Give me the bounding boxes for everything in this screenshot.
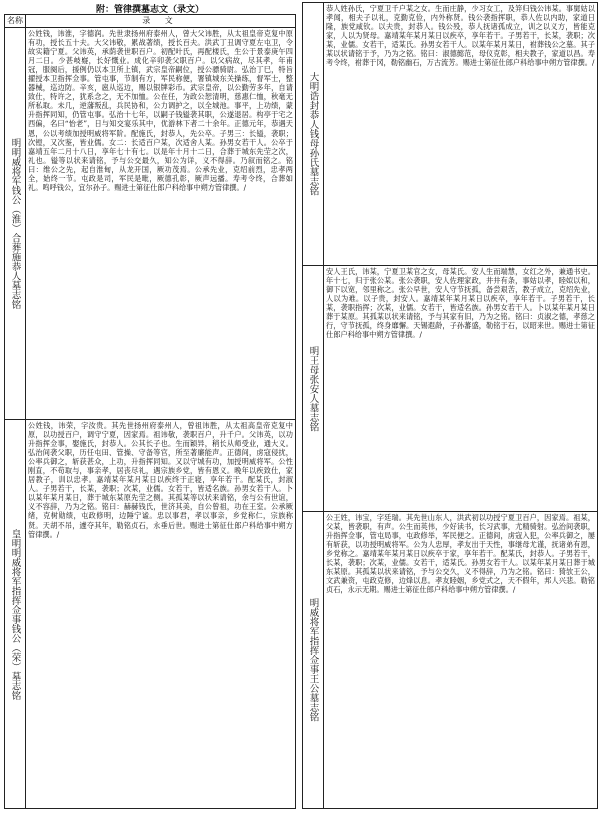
entry-name: 明明威将军钱公（淮）合葬施恭人墓志铭 (9, 138, 21, 309)
entry-text: 公王姓，讳宝，字廷瑞。其先世山东人，洪武初以功授宁夏卫百户，因家焉。祖某，父某，皆袭职，有声。公生而英伟，少好读书，长习武事，尤精骑射。弘治间袭职，升指挥佥事，管屯局事，屯政修举，军民便之。正德间，虏寇入犯，公率兵御之，屡有斩获，以功授明威将军。公为人忠厚，孝友出于天性，事继母尤谨，抚诸弟有恩，乡党称之。嘉靖某年某月某日以疾卒于家，享年若干。配某氏，封恭人。子男若干，长某，袭职；次某，业儒。女若干，适某氏。孙男女若干人。以某年某月某日葬于城东某原。其孤某以状来请铭，予与公交久，义不得辞，乃为之铭。铭曰：猗欤王公，文武兼资，屯政克修，边烽以息。孝友睦姻，乡党式之，天不假年，邦人兴悲。勒铭贞石，永示无期。赐进士第征仕郎户科给事中朔方管律撰。/ (326, 513, 595, 595)
page-title: 附：管律撰墓志文（录文） (95, 5, 204, 15)
table-row (303, 266, 597, 512)
entry-name: 大明诰封恭人钱母孙氏墓志铭 (307, 72, 319, 196)
entry-name: 明王母张安人墓志铭 (307, 345, 319, 432)
table-row (5, 28, 295, 420)
entry-name-cell (5, 420, 26, 808)
entry-name-cell (5, 28, 26, 419)
header-text: 录 文 (142, 16, 179, 25)
left-table (4, 14, 296, 809)
entry-name-cell (303, 3, 324, 265)
table-row (303, 512, 597, 808)
table-row (5, 420, 295, 808)
right-table (302, 2, 598, 809)
entry-name-cell (303, 512, 324, 808)
header-name: 名称 (5, 15, 26, 27)
table-header (5, 15, 295, 28)
table-row (303, 3, 597, 266)
entry-name: 皇明明威将军指挥佥事钱公（荣）墓志铭 (9, 528, 21, 700)
entry-text: 公姓钱，讳淮，字德润。先世隶扬州府泰州人，曾大父讳胜，从太祖皇帝克复中原有功，授长五十夫。大父讳敬，累战著绩，授长百夫。洪武丁丑调守夏左屯卫，令故实籍宁夏。父讳英，承荫袭世职百户。初配叶氏，再配楼氏，生公于景泰庚午四月二日。少甚岐嶷，长好慨业。成化辛卯袭父职百户。以父病故，尽其孝，年甫冠，服阕后，援例仍以本卫所上镇，武宗皇帝嗣位，授公骠骑尉。弘治丁巳，特旨擢授本卫指挥佥事。管屯事，节制有方，军民称便，署镇城东关操练，督军士，整器械，巡边防。辛亥，扈从巡边，赐以银牌彩币。武宗皇帝，以公勤劳多年，自请致仕，特许之，犹系念之，无不加恤。公在任，为政公恕清明，慈惠仁恤，秋毫无所私取。未几，逆藩叛乱，兵民协和，公力调护之，以全城池。事平，上功绩，蒙升指挥同知，仍管屯事。弘治十七年，以嗣子钱镒袭其职，公遂退居。构亭于宅之西偏，名曰“怡老”，日与知交宴乐其中，优游林下者二十余年。正德元年，恭遇天恩，公以考绩加授明威将军阶。配施氏，封恭人，先公卒。子男三：长镒，袭职；次镗，又次鉴，皆业儒。女二：长适百户某，次适舍人某。孙男女若干人。公卒于嘉靖五年二月十八日，享年七十有七。以是年十月十二日，合葬于城东先茔之次，礼也。镒等以状来请铭，予与公交最久，知公为详，义不得辞。乃叙而铭之。铭曰：维公之先，起自淮甸，从龙开国，厥功茂焉。公承先业，克绍前烈，忠孝两全，始终一节。屯政是司，军民是毗，厥德孔彰，厥声远播。寿考令终，合葬如礼。鸣呼钱公，宜尔孙子。赐进士第征仕郎户科给事中朔方管律撰。/ (28, 29, 293, 192)
entry-text: 恭人姓孙氏，宁夏卫千户某之女。生而庄静，少习女工，及笄归钱公讳某。事舅姑以孝闻，相夫子以礼，克勤克俭，内外称贤。钱公袭指挥职，恭人佐以内助，家道日隆，族党咸钦。以夫贵，封恭人。钱公殁，恭人抚诸孤成立，训之以义方，皆能克家，人以为贤母。嘉靖某年某月某日以疾卒，享年若干。子男若干，长某，袭职；次某，业儒。女若干，适某氏。孙男女若干人。以某年某月某日，祔葬钱公之墓。其子某以状请铭于予，乃为之铭。铭曰：淑德懿范，母仪克彰，相夫教子，家道以昌。寿考令终，祔葬于冈，勒铭幽石，万古流芳。赐进士第征仕郎户科给事中朔方管律撰。/ (326, 4, 595, 68)
entry-text: 公姓钱，讳荣，字汝贵。其先世扬州府泰州人，曾祖讳胜，从太祖高皇帝克复中原，以功授百户，调守宁夏，因家焉。祖讳敬，袭职百户，升千户。父讳英，以功升指挥佥事，娶施氏，封恭人。公其长子也。生而颖异，稍长从师受业，通大义。弘治间袭父职，历任屯田、管操、守备等官，所至著廉能声。正德间，虏寇侵扰，公率兵御之，斩获甚众，上功，升指挥同知。又以守城有功，加授明威将军。公性刚直，不苟取与，事亲孝，居丧尽礼，遇宗族乡党，皆有恩义。晚年以疾致仕，家居教子，训以忠孝。嘉靖某年某月某日以疾终于正寝，享年若干。配某氏，封淑人。子男若干，长某，袭职；次某，业儒。女若干，皆适名族。孙男女若干人。卜以某年某月某日，葬于城东某原先茔之侧。其孤某等以状来请铭，余与公有世谊，义不容辞，乃为之铭。铭曰：赫赫钱氏，世济其美，自公曾祖，功在王室。公承厥绪，克树勋绩，屯政修明，边陲宁谧。忠以事君，孝以事亲，乡党称仁，宗族称贤。天胡不吊，遽夺其年，勒铭贞石，永垂后世。赐进士第征仕郎户科给事中朔方管律撰。/ (28, 421, 293, 539)
entry-name-cell (303, 266, 324, 511)
entry-text: 安人王氏，讳某，宁夏卫某官之女，母某氏。安人生而端慧，女红之外，兼通书史。年十七，归于张公某。张公袭职，安人佐理家政，井井有条，事姑以孝，睦姒以和，御下以宽，邻里称之。张公早世，安人守节抚孤，备尝艰苦，教子成立，克绍先业，人以为难。以子贵，封安人。嘉靖某年某月某日以疾卒，享年若干。子男若干，长某，袭职指挥；次某，业儒。女若干，皆适名族。孙男女若干人。卜以某年某月某日葬于某原。其孤某以状来请铭，予与其家有旧，乃为之铭。铭曰：贞淑之德，孝慈之行，守节抚孤，终身靡懈。天锡遐龄，子孙蕃盛，勒铭于石，以昭来世。赐进士第征仕郎户科给事中朔方管律撰。/ (326, 267, 595, 340)
entry-name: 明威将军指挥佥事王公墓志铭 (307, 598, 319, 722)
